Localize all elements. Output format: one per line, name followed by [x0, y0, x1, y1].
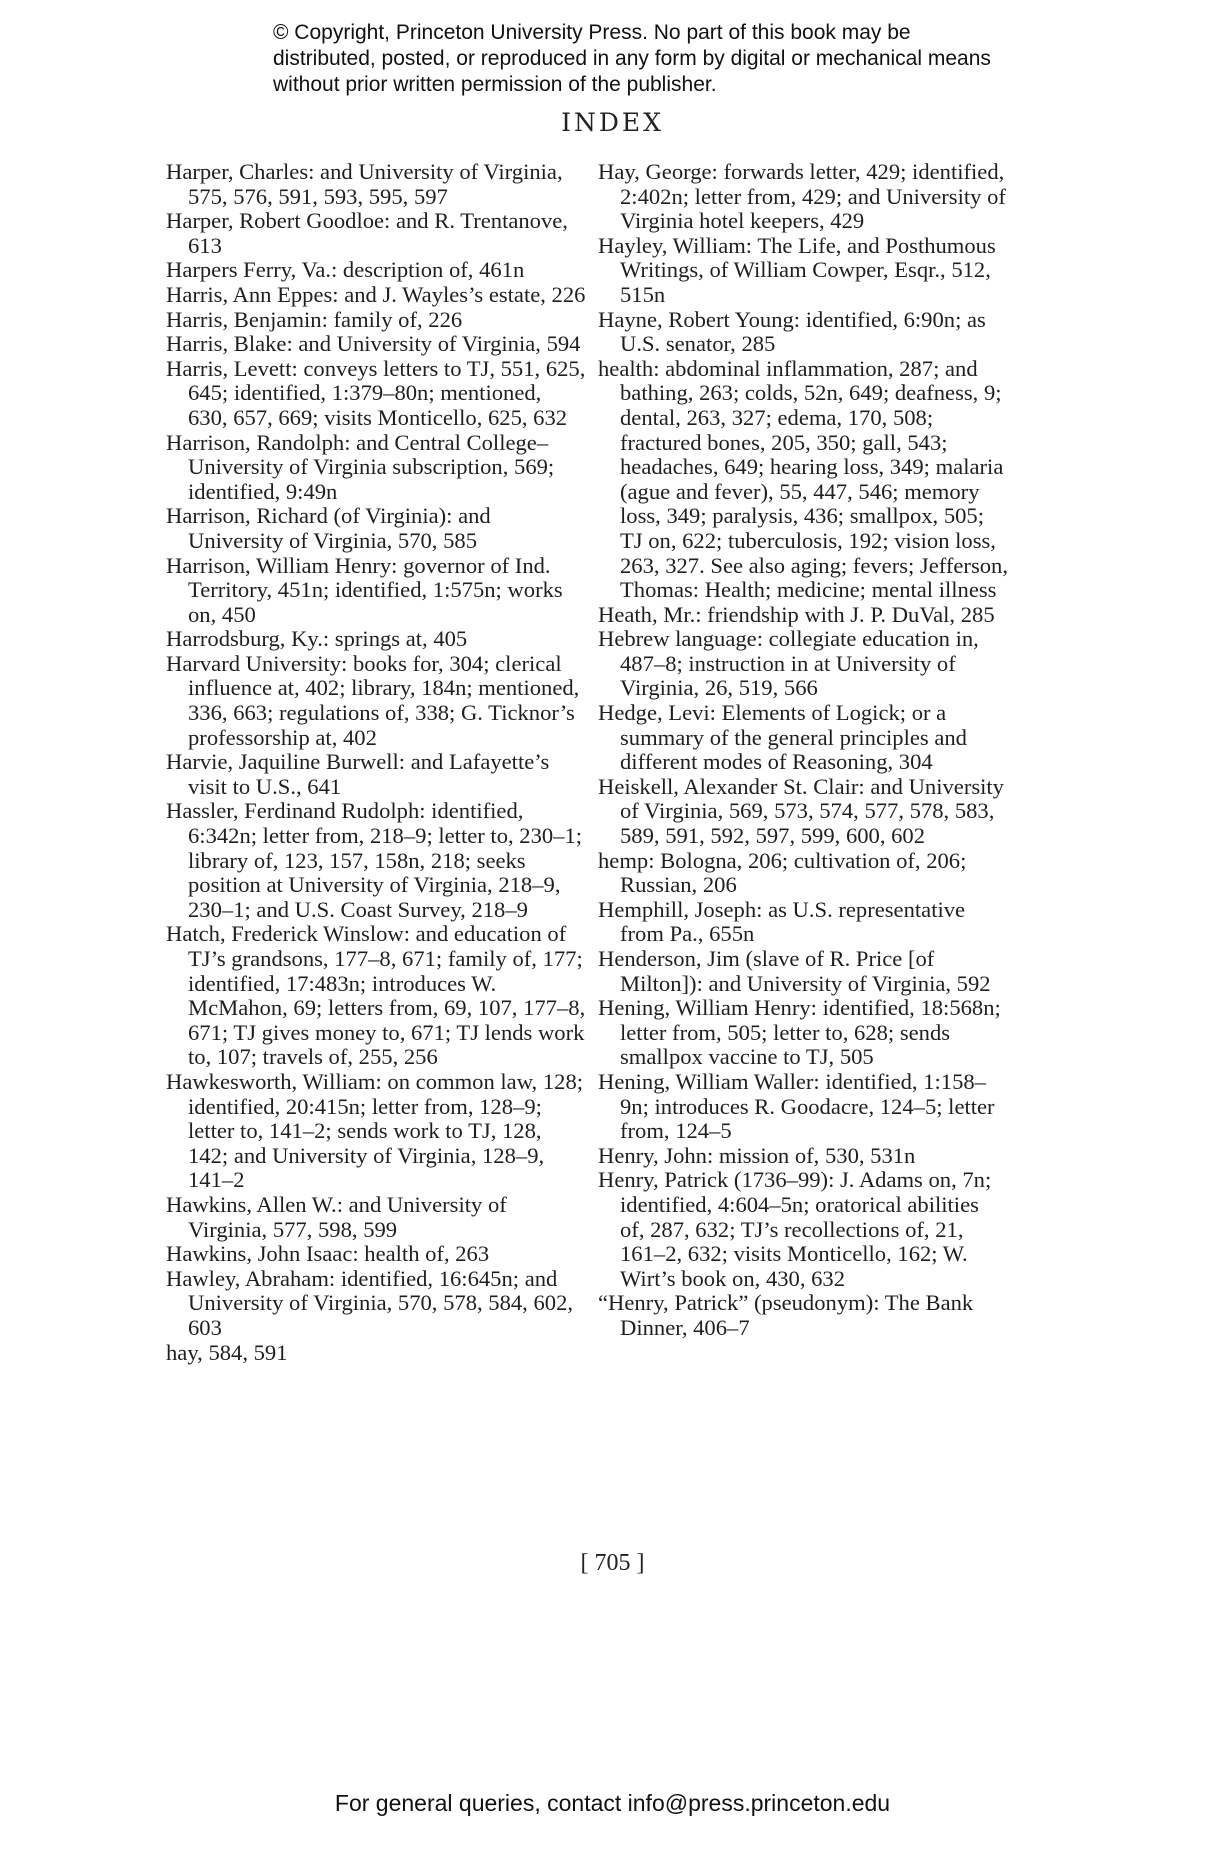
index-entry: Harper, Robert Goodloe: and R. Trentanove, 613	[166, 208, 568, 258]
index-entry: Hatch, Frederick Winslow: and education of TJ’s grandsons, 177–8, 671; family of, 177; identified, 17:483n; introduces W. McMahon, 69; letters from, 69, 107, 177–8, 671; TJ gives money to, 671; TJ lends work to, 107; travels of, 255, 256	[166, 921, 586, 1070]
index-entry: Harrison, Randolph: and Central College–University of Virginia subscription, 569; identified, 9:49n	[166, 429, 555, 504]
index-entry: Hemphill, Joseph: as U.S. representative from Pa., 655n	[598, 896, 966, 947]
page-title: INDEX	[561, 108, 664, 137]
index-entry: Hay, George: forwards letter, 429; identified, 2:402n; letter from, 429; and University of Virginia hotel keepers, 429	[598, 159, 1006, 234]
index-entry: hemp: Bologna, 206; cultivation of, 206; Russian, 206	[598, 847, 967, 898]
index-entry: Harris, Benjamin: family of, 226	[166, 306, 463, 332]
index-entry: Hawley, Abraham: identified, 16:645n; and University of Virginia, 570, 578, 584, 602, 603	[166, 1265, 574, 1340]
footer-contact: For general queries, contact info@press.princeton.edu	[334, 1790, 891, 1816]
index-entry: Heiskell, Alexander St. Clair: and University of Virginia, 569, 573, 574, 577, 578, 583, 589, 591, 592, 597, 599, 600, 602	[598, 773, 1004, 849]
index-entry: Hassler, Ferdinand Rudolph: identified, 6:342n; letter from, 218–9; letter to, 230–1; library of, 123, 157, 158n, 218; seeks position at University of Virginia, 218–9, 230–1; and U.S. Coast Survey, 218–9	[166, 798, 583, 922]
index-column-left	[166, 160, 586, 1365]
index-entry: Hening, William Waller: identified, 1:158–9n; introduces R. Goodacre, 124–5; letter from, 124–5	[598, 1068, 995, 1144]
index-entry: Heath, Mr.: friendship with J. P. DuVal, 285	[598, 601, 995, 627]
index-entry: “Henry, Patrick” (pseudonym): The Bank Dinner, 406–7	[598, 1290, 974, 1340]
index-entry: Hayne, Robert Young: identified, 6:90n; as U.S. senator, 285	[598, 306, 986, 357]
page-number: [ 705 ]	[580, 1550, 645, 1576]
index-entry: Harris, Blake: and University of Virginia, 594	[166, 331, 581, 357]
index-column-right	[598, 160, 1008, 1341]
index-entry: Hayley, William: The Life, and Posthumous Writings, of William Cowper, Esqr., 512, 515n	[598, 232, 996, 307]
index-entry: Hedge, Levi: Elements of Logick; or a summary of the general principles and different modes of Reasoning, 304	[598, 700, 967, 775]
index-entry: Hawkins, Allen W.: and University of Virginia, 577, 598, 599	[166, 1191, 507, 1242]
index-entry: Harrison, William Henry: governor of Ind. Territory, 451n; identified, 1:575n; works on, 450	[166, 552, 563, 627]
index-entry: Henderson, Jim (slave of R. Price [of Milton]): and University of Virginia, 592	[598, 946, 991, 996]
index-entry: Hebrew language: collegiate education in, 487–8; instruction in at University of Virginia, 26, 519, 566	[598, 626, 979, 701]
index-entry: Henry, Patrick (1736–99): J. Adams on, 7n; identified, 4:604–5n; oratorical abilities of, 287, 632; TJ’s recollections of, 21, 161–2, 632; visits Monticello, 162; W. Wirt’s book on, 430, 632	[598, 1167, 992, 1291]
index-entry: hay, 584, 591	[166, 1339, 288, 1365]
index-entry: Hawkesworth, William: on common law, 128; identified, 20:415n; letter from, 128–9; letter to, 141–2; sends work to TJ, 128, 142; and University of Virginia, 128–9, 141–2	[166, 1068, 584, 1193]
copyright-notice: © Copyright, Princeton University Press. No part of this book may be distributed, posted, or reproduced in any form by digital or mechanical means without prior written permission of the publisher.	[273, 21, 991, 96]
index-entry: Harvie, Jaquiline Burwell: and Lafayette’s visit to U.S., 641	[166, 749, 550, 799]
index-entry: Harris, Ann Eppes: and J. Wayles’s estate, 226	[166, 281, 586, 307]
index-entry: Hawkins, John Isaac: health of, 263	[166, 1241, 490, 1267]
index-entry: Harpers Ferry, Va.: description of, 461n	[166, 257, 525, 283]
index-entry: Harrodsburg, Ky.: springs at, 405	[166, 626, 468, 652]
index-entry: Harper, Charles: and University of Virginia, 575, 576, 591, 593, 595, 597	[166, 159, 563, 209]
index-entry: Harrison, Richard (of Virginia): and University of Virginia, 570, 585	[166, 503, 491, 553]
index-entry: Henry, John: mission of, 530, 531n	[598, 1142, 916, 1168]
index-entry: Harvard University: books for, 304; clerical influence at, 402; library, 184n; mentioned, 336, 663; regulations of, 338; G. Ticknor’s professorship at, 402	[166, 650, 580, 750]
index-entry: health: abdominal inflammation, 287; and bathing, 263; colds, 52n, 649; deafness, 9; dental, 263, 327; edema, 170, 508; fractured bones, 205, 350; gall, 543; headaches, 649; hearing loss, 349; malaria (ague and fever), 55, 447, 546; memory loss, 349; paralysis, 436; smallpox, 505; TJ on, 622; tuberculosis, 192; vision loss, 263, 327. See also aging; fevers; Jefferson, Thomas: Health; medicine; mental illness	[598, 355, 1008, 603]
index-entry: Hening, William Henry: identified, 18:568n; letter from, 505; letter to, 628; sends smallpox vaccine to TJ, 505	[598, 995, 1001, 1070]
index-entry: Harris, Levett: conveys letters to TJ, 551, 625, 645; identified, 1:379–80n; mentioned, 630, 657, 669; visits Monticello, 625, 632	[166, 355, 586, 430]
